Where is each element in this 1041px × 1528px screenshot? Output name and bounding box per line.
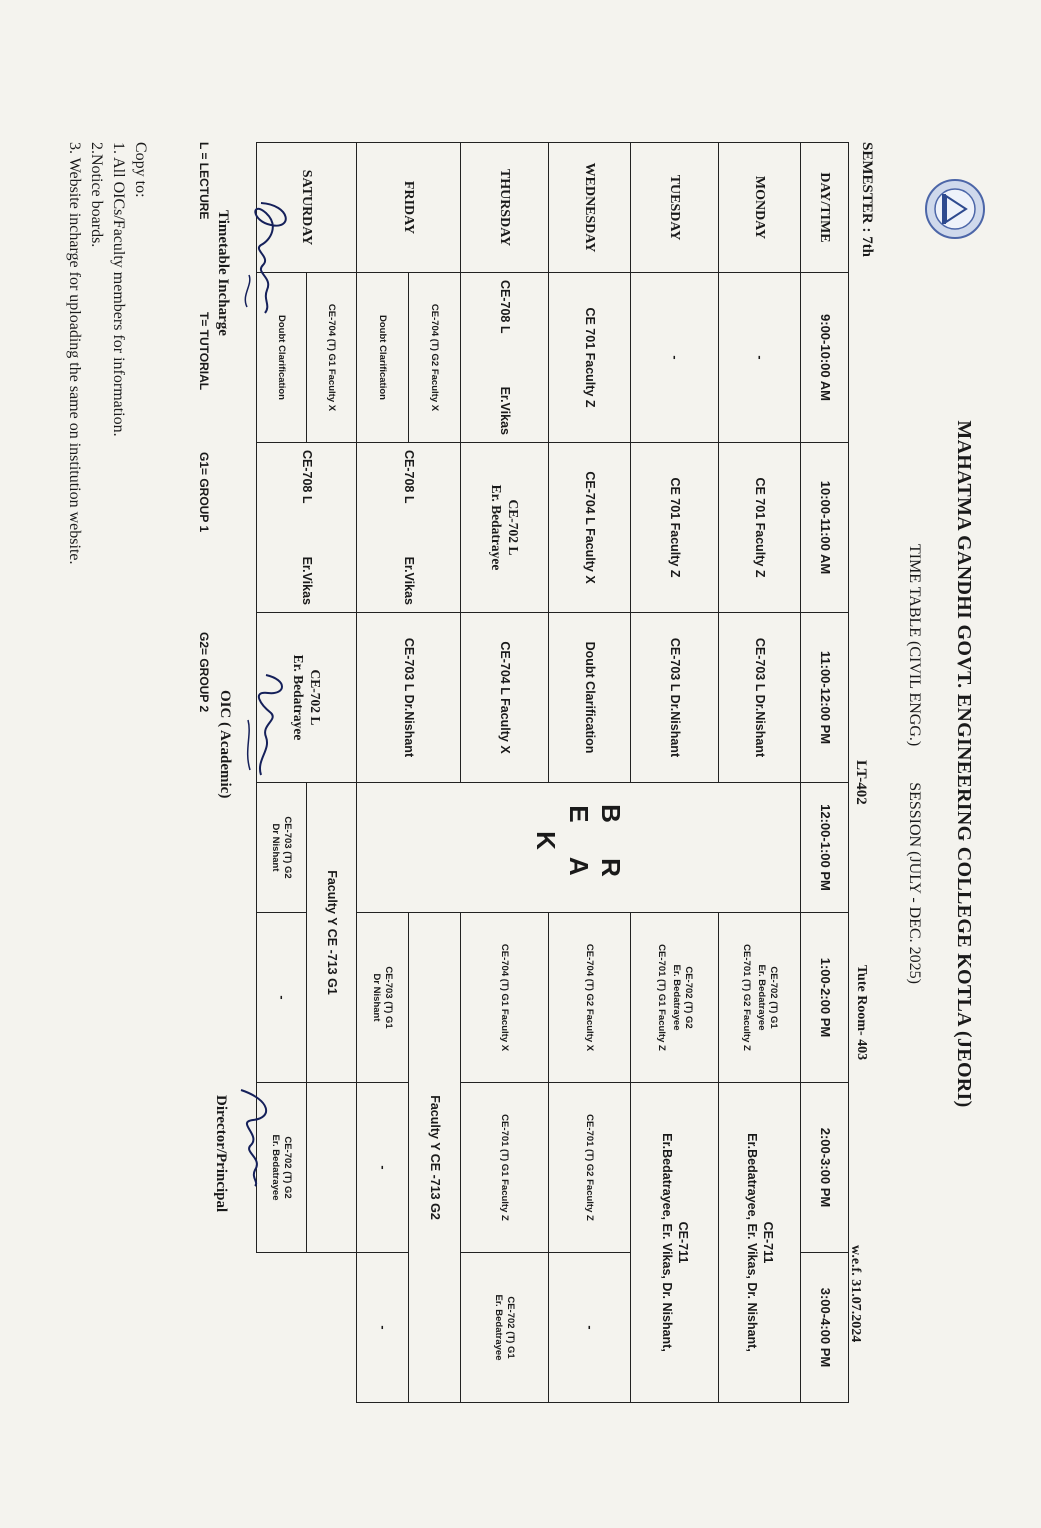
copy-to-title: Copy to: [132, 142, 149, 198]
oic-academic-label: OIC ( Academic) [217, 690, 233, 799]
table-row [719, 143, 801, 1403]
header-cell: 12:00-1:00 PM [801, 783, 849, 913]
timetable-incharge-signature [226, 195, 301, 325]
class-cell: Faculty Y CE -713 G2 [409, 913, 461, 1403]
teacher-name: Er. Bedatrayee [291, 654, 307, 741]
class-code: CE-708 L [498, 280, 513, 334]
class-line: CE-703 (T) G1 [383, 966, 395, 1029]
class-cell: CE-703 L Dr.Nishant [357, 613, 461, 783]
class-cell [631, 913, 719, 1083]
session-label: SESSION (JULY - DEC. 2025) [906, 782, 923, 985]
class-cell: CE-704 (T) G2 Faculty X [409, 273, 461, 443]
header-cell: 11:00-12:00 PM [801, 613, 849, 783]
copy-to-section [63, 142, 151, 564]
class-cell [461, 1253, 549, 1403]
class-cell: CE 701 Faculty Z [719, 443, 801, 613]
class-line: CE-702 (T) G1 [505, 1296, 517, 1359]
class-line: CE-702 (T) G2 [683, 966, 695, 1029]
director-principal-label: Director/Principal [213, 1095, 229, 1213]
class-cell: - [357, 1253, 409, 1403]
header-cell: 3:00-4:00 PM [801, 1253, 849, 1403]
class-cell: CE-704 (T) G1 Faculty X [461, 913, 549, 1083]
day-cell: TUESDAY [631, 143, 719, 273]
copy-to-item: 1. All OICs/Faculty members for information. [110, 142, 127, 437]
timetable-subtitle [905, 0, 923, 1528]
class-cell: CE-703 L Dr.Nishant [719, 613, 801, 783]
class-code: CE-702 L [308, 669, 324, 726]
tute-room-label: Tute Room- 403 [854, 965, 869, 1061]
teacher-name: Er. Bedatrayee [489, 484, 505, 571]
class-line: CE-702 (T) G2 [282, 1136, 294, 1199]
class-line: Er. Bedatrayee [756, 964, 768, 1031]
class-line: Dr Nishant [371, 973, 383, 1022]
wef-date: w.e.f. 31.07.2024 [848, 1245, 863, 1343]
day-cell: SATURDAY [257, 143, 357, 273]
director-signature [221, 1080, 281, 1190]
class-line: CE-701 (T) G1 Faculty Z [655, 944, 667, 1051]
header-cell: 1:00-2:00 PM [801, 913, 849, 1083]
empty-cell [307, 1083, 357, 1253]
class-cell: CE-704 L Faculty X [461, 613, 549, 783]
class-cell: CE-703 L Dr.Nishant [631, 613, 719, 783]
class-cell [461, 273, 549, 443]
table-row [307, 143, 357, 1403]
class-cell [631, 1083, 719, 1403]
class-cell: Doubt Clarification [549, 613, 631, 783]
teacher-name: Er.Vikas [402, 556, 417, 605]
timetable-grid [256, 142, 849, 1403]
legend-lecture: L = LECTURE [197, 142, 211, 220]
class-cell: Doubt Clarification [357, 273, 409, 443]
class-cell: - [549, 1253, 631, 1403]
class-line: Er.Bedatrayee, Er. Vikas, Dr. Nishant, [660, 1133, 675, 1352]
teacher-name: Er.Vikas [300, 556, 315, 605]
table-row [409, 143, 461, 1403]
class-cell: CE-701 (T) G1 Faculty Z [461, 1083, 549, 1253]
class-line: Er. Bedatrayee [270, 1134, 282, 1201]
day-cell: WEDNESDAY [549, 143, 631, 273]
legend-tutorial: T= TUTORIAL [197, 312, 211, 391]
class-line: Er. Bedatrayee [493, 1294, 505, 1361]
header-cell: 10:00-11:00 AM [801, 443, 849, 613]
table-row [549, 143, 631, 1403]
class-cell [719, 1083, 801, 1403]
teacher-name: Er.Vikas [498, 386, 513, 435]
copy-to-item: 2.Notice boards. [88, 142, 105, 248]
lecture-theatre-label: LT-402 [853, 760, 869, 805]
class-cell: CE 701 Faculty Z [549, 273, 631, 443]
class-line: CE-711 [676, 1221, 691, 1264]
day-cell: THURSDAY [461, 143, 549, 273]
class-cell: - [257, 913, 307, 1083]
class-line: CE-703 (T) G2 [282, 816, 294, 879]
class-line: CE-702 (T) G1 [768, 966, 780, 1029]
class-line: Dr Nishant [270, 823, 282, 872]
class-code: CE-708 L [300, 450, 315, 504]
break-cell: B R E A K [357, 783, 801, 913]
class-cell: Faculty Y CE -713 G1 [307, 783, 357, 1083]
class-cell: CE 701 Faculty Z [631, 443, 719, 613]
copy-to-item: 3. Website incharge for uploading the same on institution website. [66, 142, 83, 565]
legend-group1: G1= GROUP 1 [197, 452, 211, 533]
day-cell: FRIDAY [357, 143, 461, 273]
class-cell: - [357, 1083, 409, 1253]
header-cell: 9:00-10:00 AM [801, 273, 849, 443]
class-cell: Doubt Clarification [257, 273, 307, 443]
class-cell [257, 783, 307, 913]
class-line: Er.Bedatrayee, Er. Vikas, Dr. Nishant, [745, 1133, 760, 1352]
legend-group2: G2= GROUP 2 [197, 632, 211, 713]
timetable-incharge-label: Timetable Incharge [215, 210, 231, 336]
college-title: MAHATMA GANDHI GOVT. ENGINEERING COLLEGE KOTLA (JEORI) [953, 420, 975, 1108]
class-code: CE-702 L [506, 499, 522, 556]
header-cell: 2:00-3:00 PM [801, 1083, 849, 1253]
oic-signature [231, 665, 296, 785]
timetable-label: TIME TABLE (CIVIL ENGG.) [906, 543, 923, 747]
day-cell: MONDAY [719, 143, 801, 273]
table-row [631, 143, 719, 1403]
class-cell: CE-704 L Faculty X [549, 443, 631, 613]
class-cell: CE-701 (T) G2 Faculty Z [549, 1083, 631, 1253]
semester-label: SEMESTER : 7th [859, 142, 875, 258]
class-cell: - [631, 273, 719, 443]
class-cell [357, 443, 461, 613]
header-cell: DAY/TIME [801, 143, 849, 273]
class-line: Er. Bedatrayee [671, 964, 683, 1031]
class-code: CE-708 L [402, 450, 417, 504]
class-line: CE-711 [761, 1221, 776, 1264]
class-cell [461, 443, 549, 613]
class-cell [257, 443, 357, 613]
class-cell: - [719, 273, 801, 443]
table-header-row [801, 143, 849, 1403]
class-cell: CE-704 (T) G1 Faculty X [307, 273, 357, 443]
class-cell [357, 913, 409, 1083]
class-line: CE-701 (T) G2 Faculty Z [740, 944, 752, 1051]
table-row [461, 143, 549, 1403]
class-cell: CE-704 (T) G2 Faculty X [549, 913, 631, 1083]
class-cell [719, 913, 801, 1083]
